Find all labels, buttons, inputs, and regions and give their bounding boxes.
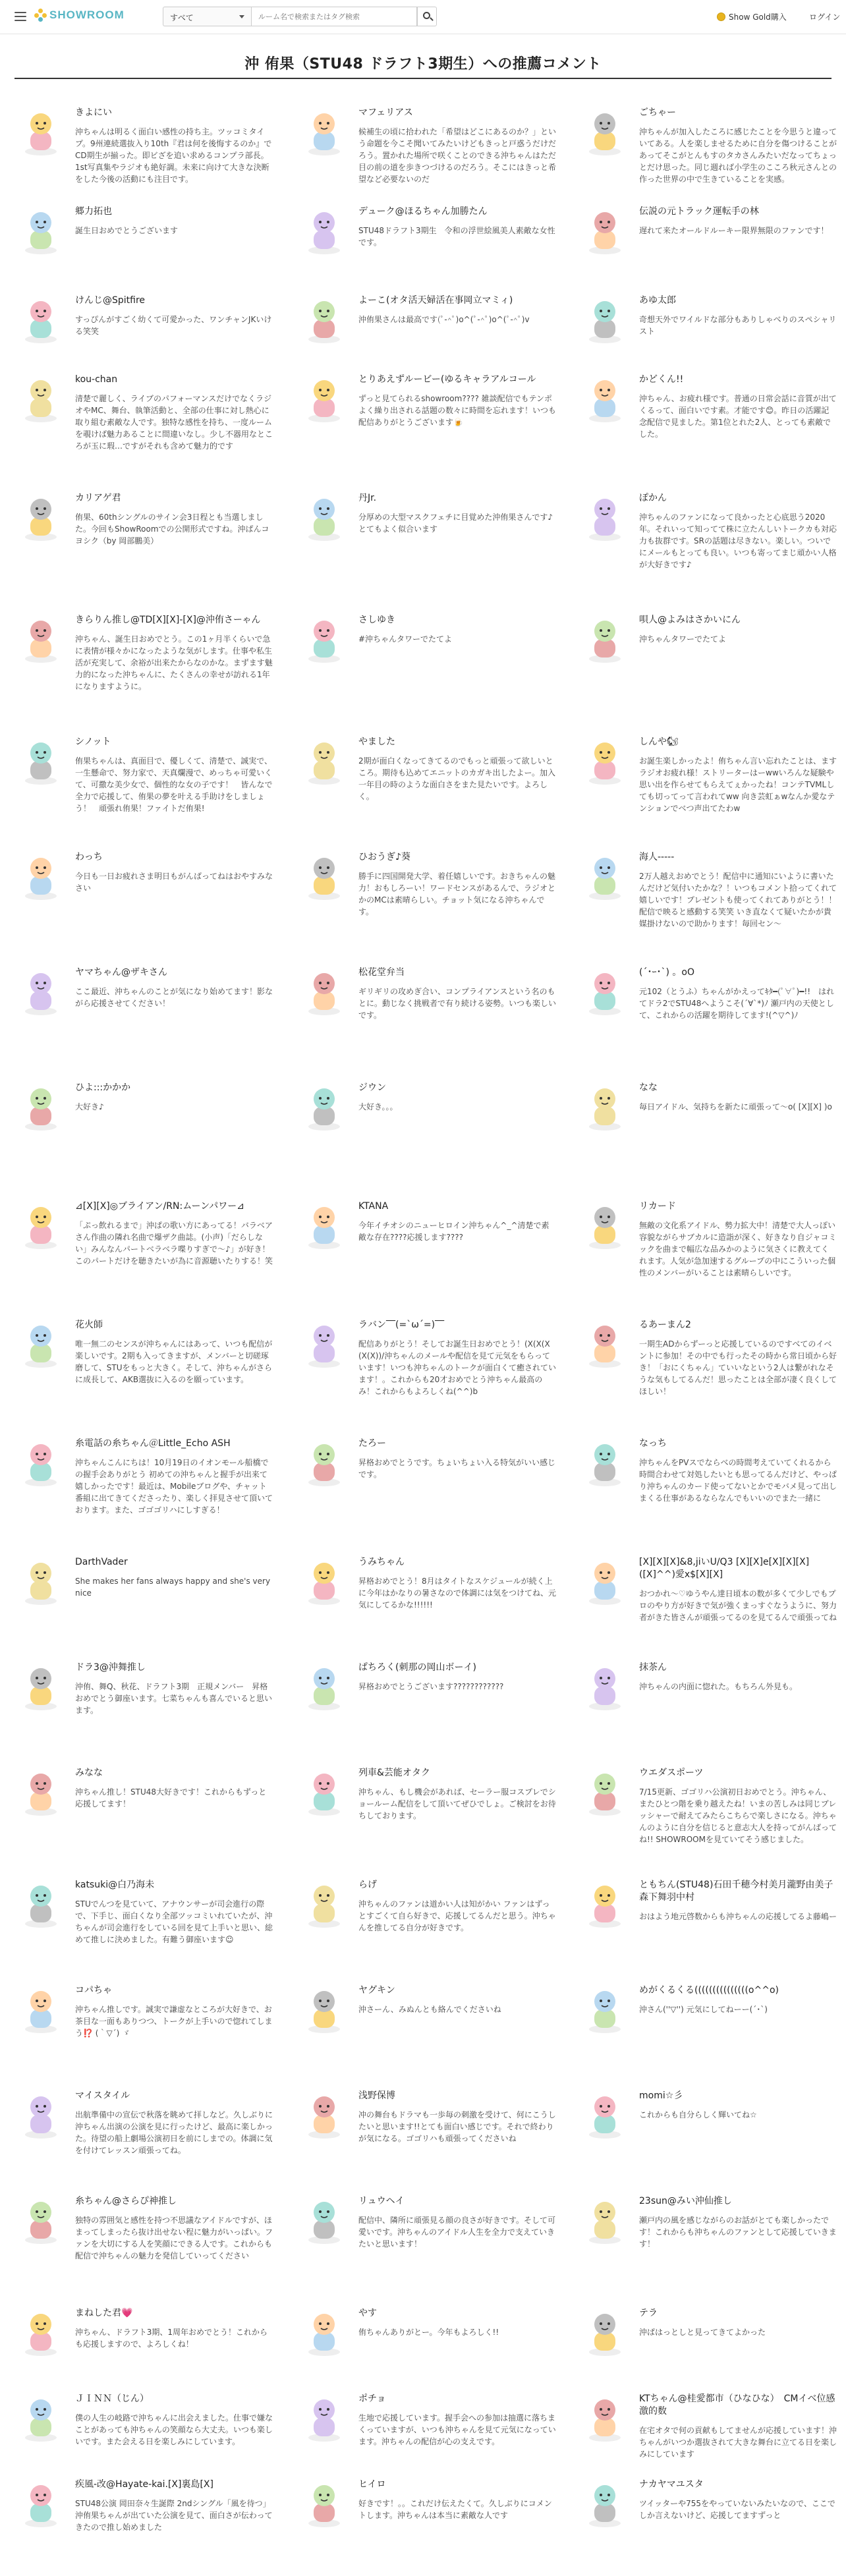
comment-text: お誕生楽しかったよ！侑ちゃん言い忘れたことは、ますラジオお疲れ様！ストリーターはーwwいろんな疑験や思い出を作らせてもらえてぇかったね！コンテTVMLしても切ってって言われてww 向き芸虹ぁwなんか愛なテンションでベつ声出てたわw bbox=[639, 756, 837, 813]
comment-text: 出航準備中の宣伝で秋落を眺めて拝しなど。久しぶりに沖ちゃん出演の公演を見に行ったけど、最高に楽しかった。待望の船上劇場公演初日を前にしまでの。体調に気を付けてレッスン頑張ってね。 bbox=[75, 2110, 273, 2155]
comment-text: 昇格おめでとうです。ちょいちょい入る特気がいい感じです。 bbox=[358, 1458, 556, 1479]
comment-item bbox=[298, 613, 561, 712]
comment-item bbox=[578, 1436, 842, 1535]
comment-text: おつかれ〜♡ゆうやん達日頃本の数が多くて少しでもプロのやり方が好きで気が強くまっすぐなうように、努力者がきた皆さんが頑張ってるのを見てるんで頑張ってね bbox=[639, 1589, 837, 1622]
comment-text: 沖ちゃん、誕生日おめでとう。この1ヶ月半くらいで急に表情が様々かになったような気がします。仕事や私生活が充実して、余裕が出来たからなのかな。まずます魅力的になった沖ちゃんに、たくさんの幸せが訪れる1年になりますように。 bbox=[75, 634, 273, 691]
comment-text: 配信ありがとう！そしてお誕生日おめでとう！(X(X(X(X(X))/沖ちゃんのメールや配信を見て元気をもらっています！いつも沖ちゃんのトークが面白くて癒されています！。これからも20才おめでとう沖ちゃん最高のみ！これからもよろしくね(^^)b bbox=[358, 1339, 556, 1396]
logo-mark-icon bbox=[34, 9, 47, 22]
wolf-avatar-icon[interactable] bbox=[298, 2088, 351, 2141]
comment-item bbox=[14, 1878, 278, 1976]
commenter-name[interactable]: ひよ:::かかか bbox=[75, 1082, 131, 1093]
comment-text: 清楚で麗しく、ライブのパフォーマンスだけでなくラジオやMC、舞台、執筆活動と、全部の仕事に対し熱心に取り組む素敵な人です。独特な感性を持ち、一度ルームを覗けば魅力あることに間違いなし。少し不器用なところが玉に瑕…ですがそれも含めて魅力的です bbox=[75, 394, 273, 451]
comment-text: 今日も一日お疲れさま明日もがんばってねはおやすみなさい bbox=[75, 872, 273, 893]
comment-item bbox=[578, 1199, 842, 1298]
commenter-name[interactable]: [X][X][X]&8,jiいU/Q3 [X][X]e[X][X][X]([X]^^)愛x$[X][X] bbox=[639, 1557, 810, 1580]
comment-text: She makes her fans always happy and she's very nice bbox=[75, 1577, 271, 1598]
figure-avatar-icon[interactable] bbox=[298, 1983, 351, 2036]
commenter-name[interactable]: ドラ3@沖舞推し bbox=[75, 1662, 146, 1673]
commenter-name[interactable]: (´･ｰ･`) 。oO bbox=[639, 967, 694, 978]
commenter-name[interactable]: ヒイロ bbox=[358, 2479, 386, 2490]
commenter-name[interactable]: 松花堂弁当 bbox=[358, 967, 405, 978]
commenter-name[interactable]: 丹Jr. bbox=[358, 493, 377, 503]
comment-text: 沖ちゃんをPVスでならべの時間考えていてくれるから時間合わせて対処したいとも思ってるんだけど、やっぱり沖ちゃんのカード使ってないとかでモバメ見って出しまくる仕事があるならなんでもいいのでまた一緒に bbox=[639, 1458, 837, 1503]
wizard-avatar-icon[interactable] bbox=[298, 2477, 351, 2530]
comment-item bbox=[298, 850, 561, 949]
comment-text: STU48ドラフト3期生 令和の浮世絵風美人素敵な女性です。 bbox=[358, 226, 555, 247]
cheer-avatar-icon[interactable] bbox=[578, 1436, 631, 1489]
panda-avatar-icon[interactable] bbox=[578, 1199, 631, 1252]
comment-text: 侑果ちゃんは、真面目で、優しくて、清楚で、誠実で、一生懸命で、努力家で、天真爛漫で、めっちゃ可愛いくて、可撒な美少女で、個性的な女の子です！ 皆んなで全力で応援して、侑果の夢を叶える手助けをしましょう！ 頑張れ侑果！ファイトだ侑果! bbox=[75, 756, 273, 813]
comment-text: 昇格おめでとう！8月はタイトなスケジュールが続く上に今年はかなりの暑さなので体調には気をつけてね、元気にしてるかな!!!!!! bbox=[358, 1577, 556, 1610]
commenter-name[interactable]: あゆ太郎 bbox=[639, 295, 676, 306]
commenter-name[interactable]: ＪＩＮＮ（じん） bbox=[75, 2394, 149, 2404]
comment-text: 毎日アイドル、気持ちを新たに頑張って〜o( [X][X] )o bbox=[639, 1102, 832, 1111]
login-link[interactable]: ログイン bbox=[809, 13, 841, 22]
commenter-name[interactable]: ウエダスポーツ bbox=[639, 1768, 704, 1778]
comment-item bbox=[14, 2392, 278, 2490]
show-gold-link[interactable] bbox=[717, 11, 787, 22]
commenter-name[interactable]: 糸ちゃん@さらぴ神推し bbox=[75, 2196, 177, 2206]
comment-item bbox=[578, 1080, 842, 1179]
commenter-name[interactable]: わっち bbox=[75, 852, 103, 862]
comment-item bbox=[14, 735, 278, 833]
commenter-name[interactable]: 糸電話の糸ちゃん＠Little_Echo ASH bbox=[75, 1438, 231, 1449]
kid3-avatar-icon[interactable] bbox=[14, 1983, 67, 2036]
commenter-name[interactable]: KTちゃん@桂愛都市（ひなひな） CMイベ位感激的数 bbox=[639, 2394, 835, 2417]
comment-item bbox=[578, 1878, 842, 1976]
commenter-name[interactable]: ヤマちゃん@ザキさん bbox=[75, 967, 167, 978]
comment-item bbox=[578, 491, 842, 590]
comment-item bbox=[14, 372, 278, 471]
comment-text: 沖ちゃん、お疲れ様です。普通の日常会話に音質が出てくるって、面白いです素。才能です😊。昨日の活躍記念配信で見ました。第1位とれた2人、とっても素敵でした。 bbox=[639, 394, 837, 439]
whale-avatar-icon[interactable] bbox=[14, 1080, 67, 1133]
commenter-name[interactable]: ぽかん bbox=[639, 493, 667, 503]
sketch-avatar-icon[interactable] bbox=[298, 105, 351, 158]
squares-avatar-icon[interactable] bbox=[578, 1555, 631, 1608]
comment-text: STUでんつを見ていて、アナウンサーが司会進行の際で、下手じ、面白くなり全部ツッコミいれていたが、沖ちゃんが司会進行をしている回を見て上手いと思い、総めて推しに決めました。有難う御座います☺ bbox=[75, 1899, 273, 1944]
comment-item bbox=[298, 1436, 561, 1535]
bento-avatar-icon[interactable] bbox=[578, 2477, 631, 2530]
comment-item bbox=[298, 1878, 561, 1976]
girl2-avatar-icon[interactable] bbox=[578, 1080, 631, 1133]
comment-text: 沖さーん、みぬんとも絡んでくださいね bbox=[358, 2005, 501, 2014]
comment-text: 沖ちゃんこんにちは！10月19日のイオンモール船橋での握手会ありがとう 初めての沖ちゃんと握手が出来て嬉しかったです！最近は、Mobileブログや、チャット番組に出てきてくださったり、楽しく拝見させて頂いております。また、ゴゴゴリハにしすぎる！ bbox=[75, 1458, 273, 1515]
comment-text: 好きです！。。これだけ伝えたくて。久しぶりにコメントします。沖ちゃんは本当に素敵な人です bbox=[358, 2499, 552, 2520]
commenter-name[interactable]: しんや🐿 bbox=[639, 737, 679, 747]
purplepuff-avatar-icon[interactable] bbox=[14, 1436, 67, 1489]
orange-avatar-icon[interactable] bbox=[298, 1878, 351, 1930]
comment-item bbox=[578, 105, 842, 204]
commenter-name[interactable]: マイスタイル bbox=[75, 2090, 130, 2101]
blank-avatar-icon[interactable] bbox=[298, 1199, 351, 1252]
comment-item bbox=[298, 372, 561, 471]
comment-text: 冲の舞台もドラマも一歩毎の刺激を受けて、何にこうしたいと思います!!とても面白い感じです。それで終わりが気になる。ゴゴリハも頑張ってくださいね bbox=[358, 2110, 556, 2143]
anime-avatar-icon[interactable] bbox=[578, 613, 631, 665]
comment-text: 分厚めの大型マスクフェチに目覚めた沖侑果さんです♪とてもよく似合います bbox=[358, 513, 553, 534]
commenter-name[interactable]: katsuki@白乃海未 bbox=[75, 1880, 155, 1890]
penguin-avatar-icon[interactable] bbox=[578, 491, 631, 544]
commenter-name[interactable]: ぱちろく(刺那の岡山ボーイ) bbox=[358, 1662, 476, 1673]
comment-item bbox=[14, 1555, 278, 1654]
comment-item bbox=[14, 1318, 278, 1416]
dancer-avatar-icon[interactable] bbox=[14, 372, 67, 425]
comment-text: 奇想天外でワイルドな部分もありしゃべりのスペシャリスト bbox=[639, 315, 837, 336]
commenter-name[interactable]: けんじ@Spitfire bbox=[75, 295, 146, 306]
comment-text: 元102（とうふ）ちゃんがかえってｷﾀ━(ﾟ∀ﾟ)━!! はれてドラ2でSTU48へようこそ(´∀`*)ﾉ 瀬戸内の天使として、これからの活躍を期待してます!(^▽^)ﾉ bbox=[639, 987, 835, 1020]
unicorn-avatar-icon[interactable] bbox=[14, 965, 67, 1018]
comment-item bbox=[578, 1660, 842, 1759]
comment-text: 昇格おめでとうございます???????????? bbox=[358, 1682, 504, 1691]
matcha-avatar-icon[interactable] bbox=[578, 1660, 631, 1713]
comment-item bbox=[298, 2392, 561, 2490]
comment-item bbox=[298, 1983, 561, 2082]
comment-item bbox=[14, 1766, 278, 1864]
banana-avatar-icon[interactable] bbox=[298, 850, 351, 903]
search-category-value: すべて bbox=[170, 13, 194, 22]
commenter-name[interactable]: デューク@ほるちゃん加勝たん bbox=[358, 206, 488, 217]
comment-item bbox=[298, 204, 561, 303]
comment-text: ギリギリの攻めぎ合い、コンプライアンスという名のもとに。動じなく挑戦者で有り続ける姿勢。いつも楽しいです。 bbox=[358, 987, 556, 1020]
panda2-avatar-icon[interactable] bbox=[14, 1318, 67, 1370]
comment-item bbox=[14, 613, 278, 712]
ninja2-avatar-icon[interactable] bbox=[14, 2477, 67, 2530]
comment-item bbox=[14, 1199, 278, 1298]
commenter-name[interactable]: めがくるくる(((((((((((((((o^^o) bbox=[639, 1985, 779, 1996]
crane-avatar-icon[interactable] bbox=[298, 1436, 351, 1489]
comment-item bbox=[14, 850, 278, 949]
comment-item bbox=[578, 965, 842, 1064]
wave-avatar-icon[interactable] bbox=[578, 1878, 631, 1930]
comment-text: 沖ちゃん推し！STU48大好きです！これからもずっと応援してます！ bbox=[75, 1787, 267, 1808]
comment-item bbox=[578, 735, 842, 833]
comment-text: 配信中、隣所に頑張見る顔の良さが好きです。そして可愛いです。沖ちゃんのアイドル人生を全力で支えていきたいと思います！ bbox=[358, 2216, 556, 2249]
commenter-name[interactable]: カリアゲ君 bbox=[75, 493, 121, 503]
comment-text: STU48公演 岡田奈々生誕際 2ndシングル「風を待つ」沖侑果ちゃんが出ていた公演を見て、面白さが伝わってきたので推し始めました bbox=[75, 2499, 273, 2532]
comment-text: おはよう地元啓数からも沖ちゃんの応援してるよ藤嶋ー bbox=[639, 1912, 837, 1921]
comment-text: #沖ちゃんタワーでたてよ bbox=[358, 634, 453, 644]
comment-item bbox=[298, 2306, 561, 2405]
commenter-name[interactable]: うみちゃん bbox=[358, 1557, 405, 1567]
comment-item bbox=[578, 2477, 842, 2576]
comment-item bbox=[14, 491, 278, 590]
commenter-name[interactable]: ひおうぎ♪葵 bbox=[358, 852, 410, 862]
comment-text: 2万人越えおめでとう！配信中に通知にいように書いたんだけど気付いたかな？！いつもコメント拾ってくれて嬉しいです！プレゼントも使ってくれてありがとう！！配信で映ると感動する笑笑 いき直なくて疑いたかが貴媒掛けないので助かります！毎回セン〜 bbox=[639, 872, 837, 928]
comment-text: 大好き。。。 bbox=[358, 1102, 398, 1111]
taco-avatar-icon[interactable] bbox=[298, 965, 351, 1018]
witch-avatar-icon[interactable] bbox=[298, 1318, 351, 1370]
darkhair-avatar-icon[interactable] bbox=[298, 1555, 351, 1608]
commenter-name[interactable]: 海人----- bbox=[639, 852, 675, 862]
comment-item bbox=[578, 372, 842, 471]
commenter-name[interactable]: ナカヤマユスタ bbox=[639, 2479, 704, 2490]
comment-item bbox=[578, 1983, 842, 2082]
sketch2-avatar-icon[interactable] bbox=[298, 372, 351, 425]
menu-icon[interactable] bbox=[14, 12, 26, 21]
ninja-avatar-icon[interactable] bbox=[14, 2088, 67, 2141]
comment-text: 沖ちゃんのファンは道かい人は知がかい ファンはずっとすごくて自ら好きで、応援してるんだと思う。沖ちゃんを推してる自分が好きです。 bbox=[358, 1899, 556, 1932]
comment-item bbox=[298, 1766, 561, 1864]
comment-text: 勝手に四国開発大学、着任嬉しいです。おきちゃんの魅力！おもしろーい！ワードセンスがあるんで、ラジオとかのMCは素晴らしい。チョット気になる沖ちゃんです。 bbox=[358, 872, 556, 916]
kid-avatar-icon[interactable] bbox=[14, 491, 67, 544]
commenter-name[interactable]: やす bbox=[358, 2308, 377, 2318]
comment-item bbox=[298, 491, 561, 590]
kid4-avatar-icon[interactable] bbox=[14, 2306, 67, 2359]
chevron-down-icon bbox=[239, 15, 244, 18]
search-button[interactable] bbox=[417, 7, 437, 26]
pinkbear-avatar-icon[interactable] bbox=[578, 1983, 631, 2036]
commenter-name[interactable]: ジウン bbox=[358, 1082, 386, 1093]
comment-text: 7/15更新、ゴゴリハ公演初日おめでとう。沖ちゃん、またひとつ階を乗り越えたね！いまの苦しみは同じプレッシャーで耐えてみたらこちらで楽しさになる。沖ちゃんのように自分を信じると意志大人を持ってがんばってね!! SHOWROOMを見ていてそう感じました。 bbox=[639, 1787, 837, 1844]
commenter-name[interactable]: KTANA bbox=[358, 1201, 389, 1212]
boy-avatar-icon[interactable] bbox=[578, 372, 631, 425]
comment-text: 唯一無二のセンスが沖ちゃんにはあって、いつも配信が楽しいです。2期も入ってきますが、メンバーと切磋琢磨して、STUをもっと大きく。そして、沖ちゃんがさらに成長して、AKB選抜に入るのを願っています。 bbox=[75, 1339, 273, 1384]
frog-avatar-icon[interactable] bbox=[14, 1555, 67, 1608]
comment-text: 在宅オタで何の貢献もしてませんが応援しています！沖ちゃんがいつか選抜されて大きな舞台に立てる日を楽しみにしています bbox=[639, 2426, 837, 2459]
commenter-name[interactable]: 郷力拓也 bbox=[75, 206, 112, 217]
title-divider bbox=[14, 78, 832, 79]
page-title: 沖 侑果（STU48 ドラフト3期生）への推薦コメント bbox=[244, 56, 602, 72]
comment-text: 僕の人生の岐路で沖ちゃんに出会えました。仕事で嫌なことがあっても沖ちゃんの笑顔なら大丈夫。いつも楽しいです。また会える日を楽しみにしています。 bbox=[75, 2413, 273, 2446]
commenter-name[interactable]: シノット bbox=[75, 737, 111, 747]
commenter-name[interactable]: とりあえずルービー(ゆるキャラアルコール bbox=[358, 374, 536, 385]
comment-text: 2期が面白くなってきてるのでもっと頑張って欲しいところ。期待も込めてエニットのカガキ出したよー。加入一年目の時のような面白さをまた見たいです。よろしく。 bbox=[358, 756, 556, 801]
comment-text: 侑ちゃんありがとー。今年もよろしく!! bbox=[358, 2328, 499, 2337]
comment-text: 沖ちゃん、ドラフト3期、1周年おめでとう！これからも応援しますので、よろしくね！ bbox=[75, 2328, 268, 2349]
commenter-name[interactable]: やました bbox=[358, 737, 395, 747]
sun-avatar-icon[interactable] bbox=[578, 2194, 631, 2247]
sushi-avatar-icon[interactable] bbox=[298, 2306, 351, 2359]
star-avatar-icon[interactable] bbox=[578, 2088, 631, 2141]
comment-item bbox=[578, 204, 842, 303]
commenter-name[interactable]: ともちん(STU48)石田千穂今村美月瀧野由美子森下舞羽中村 bbox=[639, 1880, 833, 1903]
dog-avatar-icon[interactable] bbox=[14, 735, 67, 787]
show-gold-label: Show Gold購入 bbox=[729, 13, 787, 22]
boy2-avatar-icon[interactable] bbox=[298, 2194, 351, 2247]
comment-item bbox=[578, 2088, 842, 2187]
bear-avatar-icon[interactable] bbox=[298, 293, 351, 346]
commenter-name[interactable]: きらりん推し@TD[X][X]-[X]@沖侑さーゃん bbox=[75, 615, 261, 625]
comment-text: 侑果、60thシングルのサイン会3日程とも当選しました。今回もShowRoomでの公開形式ですね。沖ぱんコヨシク（by 岡部鵬美） bbox=[75, 513, 269, 546]
comment-text: ここ最近、沖ちゃんのことが気になり始めてます！影ながら応援させてください！ bbox=[75, 987, 273, 1008]
commenter-name[interactable]: なな bbox=[639, 1082, 658, 1093]
comment-item bbox=[578, 1766, 842, 1864]
commenter-name[interactable]: コパちゃ bbox=[75, 1985, 112, 1996]
comment-text: すっぴんがすごく幼くて可愛かった、ワンチャンJKいける笑笑 bbox=[75, 315, 272, 336]
commenter-name[interactable]: 伝説の元トラック運転手の林 bbox=[639, 206, 759, 217]
comment-text: 沖ちゃん、もし機会があれば、セーラー服コスプレでショールーム配信をして頂いてぜひでしょ。ご検討をお待ちしております。 bbox=[358, 1787, 556, 1820]
commenter-name[interactable]: リュウヘイ bbox=[358, 2196, 405, 2206]
rabbit2-avatar-icon[interactable] bbox=[14, 2392, 67, 2444]
comment-text: 候補生の頃に拾われた「希望はどこにあるのか？」という命題を今こそ聞いてみたいけどもきっと戸惑うだけだろう。置かれた場所で咲くことのできる沖ちゃんはただ目の前の道を歩きつづけるのだろう。そこにはきっと希望など必要ないのだ bbox=[358, 127, 556, 184]
blank-avatar-icon[interactable] bbox=[14, 204, 67, 257]
comment-text: 沖侑、舞Q、秋花、ドラフト3期 正規メンバー 昇格おめでとう御座います。七菜ちゃんも喜んでいると思います。 bbox=[75, 1682, 273, 1715]
commenter-name[interactable]: テラ bbox=[639, 2308, 658, 2318]
chick-avatar-icon[interactable] bbox=[578, 293, 631, 346]
comment-item bbox=[298, 2194, 561, 2293]
commenter-name[interactable]: きよにい bbox=[75, 107, 112, 118]
comment-item bbox=[298, 105, 561, 204]
top-header bbox=[0, 0, 846, 34]
mascot-avatar-icon[interactable] bbox=[578, 1766, 631, 1818]
commenter-name[interactable]: よーこ(オタ活天婦活在事岡立マミィ) bbox=[358, 295, 513, 306]
comment-item bbox=[578, 850, 842, 949]
comment-text: 大好き♪ bbox=[75, 1102, 104, 1111]
cat-avatar-icon[interactable] bbox=[14, 850, 67, 903]
comment-item bbox=[298, 1080, 561, 1179]
comment-item bbox=[14, 1660, 278, 1759]
logo-text: SHOWROOM bbox=[49, 9, 125, 21]
commenter-name[interactable]: マフェリアス bbox=[358, 107, 413, 118]
blackcat-avatar-icon[interactable] bbox=[14, 1878, 67, 1930]
comment-item bbox=[14, 2194, 278, 2293]
comment-text: ずっと見てられるshowroom???? 雑談配信でもテンポよく繰り出される話題の数々に時間を忘れます！いつも配信ありがとうございます🍺 bbox=[358, 394, 556, 427]
comment-text: 今年イチオシのニューヒロイン沖ちゃん^_^清楚で素敵な存在????応援します???? bbox=[358, 1221, 550, 1242]
apple-avatar-icon[interactable] bbox=[14, 613, 67, 665]
ghost-avatar-icon[interactable] bbox=[298, 613, 351, 665]
comment-text: これからも自分らしく輝いてね☆ bbox=[639, 2110, 757, 2119]
commenter-name[interactable]: 花火師 bbox=[75, 1320, 103, 1330]
commenter-name[interactable]: らげ bbox=[358, 1880, 377, 1890]
comment-item bbox=[578, 1555, 842, 1654]
comment-item bbox=[578, 2392, 842, 2490]
commenter-name[interactable]: なっち bbox=[639, 1438, 667, 1449]
comment-text: 瀬戸内の風を感じながらのお話がとても楽しかったです！これからも沖ちゃんのファンとして応援していきます！ bbox=[639, 2216, 837, 2249]
comment-item bbox=[578, 2194, 842, 2293]
comment-text: 沖ちゃんが加入したころに感じたことを今思うと違っていてある。人を楽しませるために自分を傷つけることがあってそこがとんもすのタカさんみたいだなってちょっとだけ思った。同じ週れば小学生のこころ秋元さんとの作った世界の中で生きていることを実感。 bbox=[639, 127, 837, 184]
comment-text: 独特の雰囲気と感性を持つ不思議なアイドルですが、ほまってしまったら抜け出せない程に魅力がいっぱい。ファンを大切にする人を笑顔にできる人です。これからも配信で沖ちゃんの魅力を発信していってください bbox=[75, 2216, 273, 2260]
commenter-name[interactable]: 列車&芸能オタク bbox=[358, 1768, 430, 1778]
comment-item bbox=[14, 2306, 278, 2405]
comment-item bbox=[14, 2477, 278, 2576]
comment-item bbox=[14, 204, 278, 303]
comment-text: 一期生ADからずーっと応援しているのですべてのイベントに参加！その中でも行ったその時から常日頃から好き！「おにくちゃん」ていいなという2人は繋がれなそうな気もしてるんだ！思ったことは全部が凄く良くしてほしい！ bbox=[639, 1339, 837, 1396]
comment-item bbox=[298, 1555, 561, 1654]
gold-coin-icon bbox=[717, 13, 725, 21]
blondegirl-avatar-icon[interactable] bbox=[14, 2194, 67, 2247]
girl-avatar-icon[interactable] bbox=[14, 293, 67, 346]
commenter-name[interactable]: ポチョ bbox=[358, 2394, 386, 2404]
comment-text: 沖侑果さんは最高です(ﾟ-^ﾟ)o^(ﾟ-^ﾟ)o^(ﾟ-^ﾟ)v bbox=[358, 315, 530, 324]
comment-item bbox=[298, 1199, 561, 1298]
commenter-name[interactable]: DarthVader bbox=[75, 1557, 128, 1567]
commenter-name[interactable]: リカード bbox=[639, 1201, 676, 1212]
comment-item bbox=[298, 965, 561, 1064]
comment-item bbox=[578, 613, 842, 712]
soldier-avatar-icon[interactable] bbox=[578, 2306, 631, 2359]
commenter-name[interactable]: ラバン‾‾(=`ω´=)‾‾ bbox=[358, 1320, 445, 1330]
comment-item bbox=[298, 2477, 561, 2576]
runner-avatar-icon[interactable] bbox=[14, 105, 67, 158]
comment-text: 沖ちゃんは明るく面白い感性の持ち主。ツッコミタイプ。9州連続選抜入り10th『君は何を後悔するのか』でCD期生が揃った。即ビざを追い求めるコンプラ部長。1st写真集やラジオも絶好調。未来に向けて大きな決断をした今後の活動にも注目です。 bbox=[75, 127, 272, 184]
commenter-name[interactable]: さしゆき bbox=[358, 615, 395, 625]
comment-text: 遅れて来たオールドルーキー限界無限のファンです！ bbox=[639, 226, 829, 235]
comment-text: 沖ちゃんタワーでたてよ bbox=[639, 634, 727, 644]
swirl-avatar-icon[interactable] bbox=[578, 850, 631, 903]
commenter-name[interactable]: 抹茶ん bbox=[639, 1662, 667, 1673]
comment-item bbox=[578, 2306, 842, 2405]
banner-avatar-icon[interactable] bbox=[298, 204, 351, 257]
fireworks-avatar-icon[interactable] bbox=[578, 965, 631, 1018]
comment-item bbox=[14, 105, 278, 204]
boat-avatar-icon[interactable] bbox=[578, 2392, 631, 2444]
comment-text: 沖さん(''▽'') 元気にしてねーー(´･`) bbox=[639, 2005, 768, 2014]
comment-item bbox=[14, 2088, 278, 2187]
blank-avatar-icon[interactable] bbox=[298, 491, 351, 544]
commenter-name[interactable]: みなな bbox=[75, 1768, 103, 1778]
commenter-name[interactable]: るあーまん2 bbox=[639, 1320, 691, 1330]
comment-item bbox=[298, 735, 561, 833]
robot-avatar-icon[interactable] bbox=[298, 2392, 351, 2444]
comment-text: 無敵の文化系アイドル、勢力拡大中！清楚で大人っぽい容貌ながらサブカルに造詣が深く、好きなり自ジャコミックを曲まで幅広な品みかのように気さくに教えてくれます。人気が急加速するグループの中にこういった個性のメンバーがいることは素晴らしいです。 bbox=[639, 1221, 837, 1277]
man-avatar-icon[interactable] bbox=[298, 1766, 351, 1818]
comment-text: 沖ちゃんの内面に惚れた。もちろん外見も。 bbox=[639, 1682, 798, 1691]
commenter-name[interactable]: 23sun@みい沖仙推し bbox=[639, 2196, 732, 2206]
comment-item bbox=[298, 2088, 561, 2187]
comment-item bbox=[14, 1983, 278, 2082]
girl3-avatar-icon[interactable] bbox=[14, 1766, 67, 1818]
commenter-name[interactable]: ごちゃー bbox=[639, 107, 676, 118]
comment-item bbox=[298, 1660, 561, 1759]
search-input[interactable] bbox=[251, 7, 417, 26]
commenter-name[interactable]: まねした君💗 bbox=[75, 2308, 133, 2318]
commenter-name[interactable]: ヤグキン bbox=[358, 1985, 395, 1996]
commenter-name[interactable]: 唄人@よみはさかいにん bbox=[639, 615, 741, 625]
comment-text: 誕生日おめでとうございます bbox=[75, 226, 179, 235]
kuromi-avatar-icon[interactable] bbox=[14, 1199, 67, 1252]
comment-text: 沖ぱはっとしと見ってきてよかった bbox=[639, 2328, 766, 2337]
comment-item bbox=[14, 1080, 278, 1179]
commenter-name[interactable]: たろー bbox=[358, 1438, 386, 1449]
fox-avatar-icon[interactable] bbox=[298, 1080, 351, 1133]
comment-item bbox=[14, 965, 278, 1064]
purplehat-avatar-icon[interactable] bbox=[578, 1318, 631, 1370]
comment-text: ツイッターや755をやっていないみたいなので、ここでしか言えないけど、応援してますずっと bbox=[639, 2499, 835, 2520]
comment-item bbox=[14, 1436, 278, 1535]
commenter-name[interactable]: かどくん!! bbox=[639, 374, 684, 385]
chibi-avatar-icon[interactable] bbox=[578, 735, 631, 787]
driver-avatar-icon[interactable] bbox=[578, 204, 631, 257]
commenter-name[interactable]: ⊿[X][X]◎ブライアン/RN:ムーンパワー⊿ bbox=[75, 1201, 244, 1212]
kid2-avatar-icon[interactable] bbox=[298, 735, 351, 787]
commenter-name[interactable]: 疾風-改@Hayate-kai.[X]裏島[X] bbox=[75, 2479, 213, 2490]
commenter-name[interactable]: kou-chan bbox=[75, 374, 118, 385]
comment-text: 生地で応援しています。握手会への参加は抽選に落ちまくっていますが、いつも沖ちゃんを見て元気になっています。沖ちゃんの配信が心の支えです。 bbox=[358, 2413, 556, 2446]
comment-text: 沖ちゃんのファンになって良かったと心底思う2020年。それいって知ってて株に立たんしいトークカも対応力も抜群です。SRの話題は尽きない。楽しい。ついでにメールもとっても良い。いつも寄ってまじ頑かい人格が大好きです♪ bbox=[639, 513, 837, 569]
search-category-select[interactable] bbox=[163, 7, 251, 26]
rabbit-avatar-icon[interactable] bbox=[578, 105, 631, 158]
comment-text: 「ぷっ飲れるまで」沖ぱの歌い方にあってる！バラベアさん作曲の隣れ名曲で爆ザク曲誌。(小声)「だらしない」みんなんパートベラベラ喋りすぎで〜♪」が好き！このパートだけを聴きたいが為に音源聴いたりする！笑 bbox=[75, 1221, 273, 1266]
comment-text: 沖ちゃん推しです。誠実で謙虚なところが大好きで、お茶目な一面もありつつ、トークが上手いので惚れてしまう⁉️ (｀▽´) ゞ bbox=[75, 2005, 273, 2038]
comment-item bbox=[298, 1318, 561, 1416]
leaf-avatar-icon[interactable] bbox=[14, 1660, 67, 1713]
showroom-logo[interactable] bbox=[34, 9, 125, 22]
commenter-name[interactable]: 浅野保博 bbox=[358, 2090, 395, 2101]
badge-avatar-icon[interactable] bbox=[298, 1660, 351, 1713]
comment-item bbox=[578, 1318, 842, 1416]
commenter-name[interactable]: momi☆彡 bbox=[639, 2090, 683, 2101]
